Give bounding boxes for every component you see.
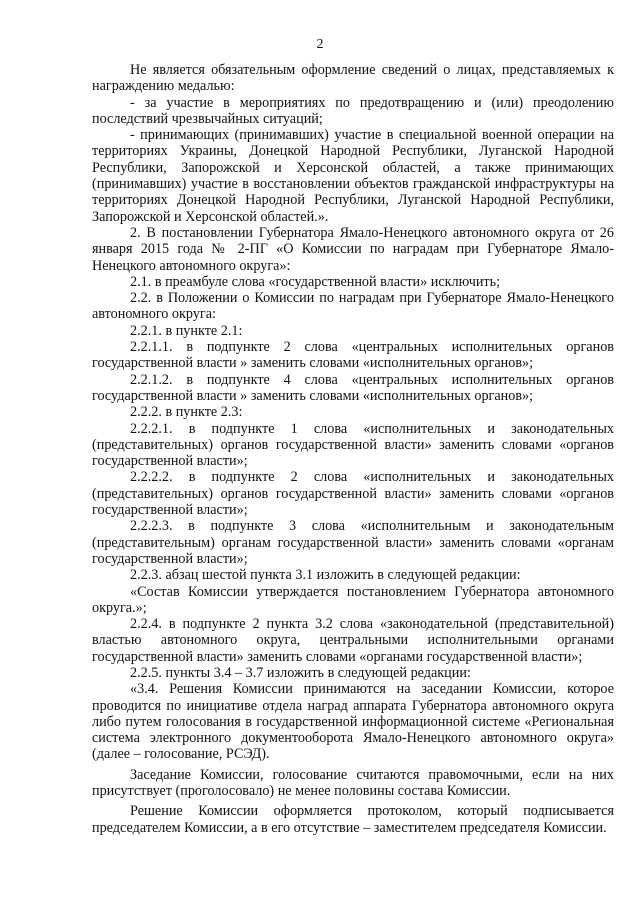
page-number: 2 [316,37,324,52]
paragraph: 2.2.2. в пункте 2.3: [130,404,243,421]
paragraph: Заседание Комиссии, голосование считаются правомочными, если на них присутствует (проголосовало) не менее половины состава Комиссии. [92,766,614,800]
paragraph: 2.2.2.1. в подпункте 1 слова «исполнительных и законодательных (представительных) органов государственной власти» заменить словами «органов государственной власти»; [92,420,614,470]
paragraph: 2.2.2.2. в подпункте 2 слова «исполнительных и законодательных (представительных) органов государственной власти» заменить словами «органов государственной власти»; [92,469,614,519]
paragraph: 2.1. в преамбуле слова «государственной власти» исключить; [130,273,501,290]
paragraph: - за участие в мероприятиях по предотвращению и (или) преодолению последствий чрезвычайных ситуаций; [92,94,614,127]
paragraph: Решение Комиссии оформляется протоколом, который подписывается председателем Комиссии, а в его отсутствие – заместителем председателя Комиссии. [92,803,614,836]
document-body [92,62,614,836]
paragraph: «3.4. Решения Комиссии принимаются на заседании Комиссии, которое проводится по инициативе отдела наград аппарата Губернатора автономного округа либо путем голосования в государственной информационной системе «Региональная система электронного документооборота Ямало-Ненецкого автономного округа» (далее – голосование, РСЭД). [92,681,614,763]
paragraph: 2.2.3. абзац шестой пункта 3.1 изложить в следующей редакции: [130,567,521,584]
paragraph: 2. В постановлении Губернатора Ямало-Ненецкого автономного округа от 26 января 2015 года № 2-ПГ «О Комиссии по наградам при Губернаторе Ямало-Ненецкого автономного округа»: [92,224,614,274]
paragraph: Не является обязательным оформление сведений о лицах, представляемых к награждению медалью: [92,62,614,95]
paragraph: 2.2.1. в пункте 2.1: [130,322,243,339]
paragraph: - принимающих (принимавших) участие в специальной военной операции на территориях Украины, Донецкой Народной Республики, Луганской Народной Республики, Запорожской и Херсонской областей, а также принимающих (принимавших) участие в восстановлении объектов гражданской инфраструктуры на территориях Донецкой Народной Республики, Луганской Народной Республики, Запорожской и Херсонской областей.». [92,127,614,225]
paragraph: 2.2.1.1. в подпункте 2 слова «центральных исполнительных органов государственной власти » заменить словами «исполнительных органов»; [92,339,614,372]
paragraph: 2.2.1.2. в подпункте 4 слова «центральных исполнительных органов государственной власти » заменить словами «исполнительных органов»; [92,371,614,404]
paragraph: 2.2.2.3. в подпункте 3 слова «исполнительным и законодательным (представительным) органам государственной власти» заменить словами «органам государственной власти»; [92,518,614,567]
paragraph: 2.2.5. пункты 3.4 – 3.7 изложить в следующей редакции: [130,664,471,681]
paragraph: «Состав Комиссии утверждается постановлением Губернатора автономного округа.»; [92,583,614,616]
paragraph: 2.2. в Положении о Комиссии по наградам при Губернаторе Ямало-Ненецкого автономного округа: [92,290,614,323]
paragraph: 2.2.4. в подпункте 2 пункта 3.2 слова «законодательной (представительной) властью автономного округа, центральными исполнительными органами государственной власти» заменить словами «органами государственной власти»; [92,616,614,665]
